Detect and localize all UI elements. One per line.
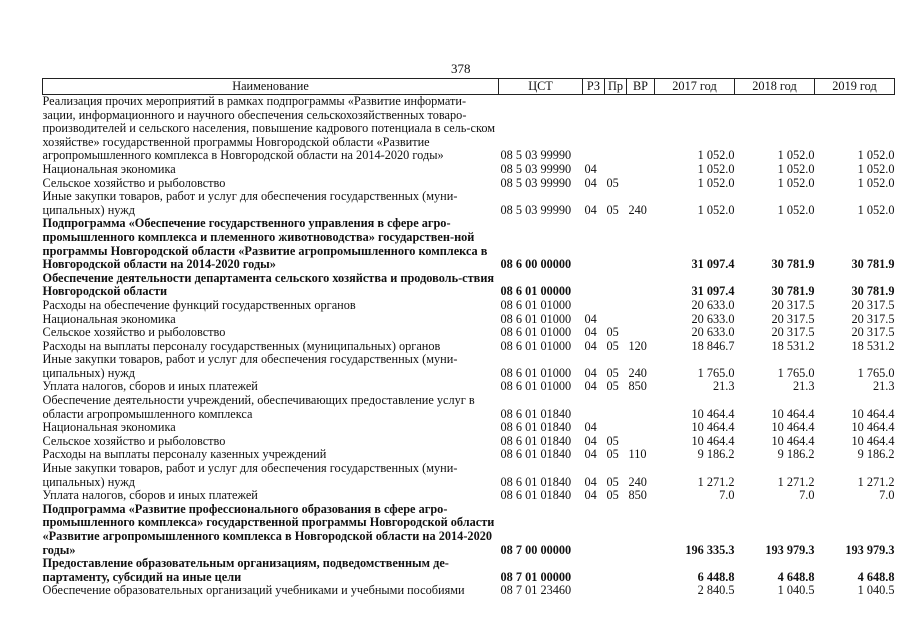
row-2017: 9 186.2	[697, 447, 735, 462]
table-row	[43, 380, 895, 394]
row-2019: 30 781.9	[851, 284, 895, 299]
row-cst: 08 6 01 01000	[500, 365, 572, 380]
row-2018: 9 186.2	[777, 447, 815, 462]
row-pr	[605, 299, 627, 313]
row-rz: 04	[584, 161, 597, 176]
header-2017: 2017 год	[655, 79, 735, 95]
row-2017: 10 464.4	[691, 420, 735, 435]
table-row	[43, 503, 895, 557]
header-rz: РЗ	[583, 79, 605, 95]
row-2019: 10 464.4	[851, 406, 895, 421]
table-row	[43, 95, 895, 163]
row-cst: 08 5 03 99990	[500, 161, 572, 176]
row-2019: 1 765.0	[857, 365, 895, 380]
row-name: Национальная экономика	[42, 161, 176, 176]
row-vr	[627, 299, 655, 313]
row-2018: 193 979.3	[765, 542, 815, 557]
row-2018: 1 765.0	[777, 365, 815, 380]
row-2018: 7.0	[799, 488, 815, 503]
row-rz: 04	[584, 338, 597, 353]
row-2018: 10 464.4	[771, 420, 815, 435]
page-number: 378	[451, 61, 471, 76]
table-row	[43, 557, 895, 584]
row-2018: 20 317.5	[771, 325, 815, 340]
row-cst: 08 6 01 00000	[500, 284, 572, 299]
row-rz: 04	[584, 488, 597, 503]
row-2017: 10 464.4	[691, 406, 735, 421]
row-2019: 20 317.5	[851, 297, 895, 312]
row-pr: 05	[606, 433, 619, 448]
row-vr	[627, 394, 655, 421]
budget-table	[42, 78, 895, 598]
table-row	[43, 435, 895, 449]
row-name: Сельское хозяйство и рыболовство	[42, 433, 226, 448]
row-vr	[627, 421, 655, 435]
row-pr: 05	[606, 447, 619, 462]
row-2017: 1 052.0	[697, 161, 735, 176]
row-vr	[627, 177, 655, 191]
row-2017: 2 840.5	[697, 583, 735, 598]
row-name: Обеспечение деятельности департамента сельского хозяйства и продоволь-ствия Новгородской области	[42, 270, 495, 299]
row-pr: 05	[606, 202, 619, 217]
header-cst: ЦСТ	[499, 79, 583, 95]
row-2018: 30 781.9	[771, 257, 815, 272]
row-2019: 9 186.2	[857, 447, 895, 462]
table-row	[43, 177, 895, 191]
row-vr	[627, 313, 655, 327]
row-2018: 1 052.0	[777, 202, 815, 217]
row-name: Национальная экономика	[42, 420, 176, 435]
row-name: Иные закупки товаров, работ и услуг для обеспечения государственных (муни-ципальных) нужд	[42, 461, 458, 489]
row-name: Уплата налогов, сборов и иных платежей	[42, 379, 258, 394]
row-pr: 05	[606, 175, 619, 190]
row-name: Обеспечение образовательных организаций учебниками и учебными пособиями	[42, 583, 465, 598]
row-2018: 10 464.4	[771, 406, 815, 421]
row-2018: 18 531.2	[771, 338, 815, 353]
row-pr	[605, 421, 627, 435]
row-rz: 04	[584, 433, 597, 448]
row-rz	[583, 394, 605, 421]
row-cst: 08 5 03 99990	[500, 148, 572, 163]
row-vr	[627, 95, 655, 163]
row-name: Подпрограмма «Развитие профессионального образования в сфере агро-промышленного комплекса» государственной программы Новгородской области «Развитие агропромышленного комплекса в Новгородской области на 2014-2020 годы»	[42, 501, 495, 557]
table-row	[43, 448, 895, 462]
row-2019: 1 052.0	[857, 202, 895, 217]
row-2018: 1 040.5	[777, 583, 815, 598]
row-2019: 30 781.9	[851, 257, 895, 272]
row-2019: 4 648.8	[857, 569, 895, 584]
row-cst: 08 6 00 00000	[500, 257, 572, 272]
row-vr	[627, 584, 655, 598]
row-2017: 1 052.0	[697, 148, 735, 163]
row-2018: 20 317.5	[771, 311, 815, 326]
row-2019: 1 052.0	[857, 148, 895, 163]
row-name: Расходы на обеспечение функций государственных органов	[42, 297, 356, 312]
row-rz: 04	[584, 474, 597, 489]
row-rz	[583, 557, 605, 584]
row-vr: 240	[628, 365, 647, 380]
table-row	[43, 421, 895, 435]
row-2018: 1 052.0	[777, 161, 815, 176]
row-pr: 05	[606, 325, 619, 340]
row-vr: 850	[628, 379, 647, 394]
table-row	[43, 163, 895, 177]
header-2018: 2018 год	[735, 79, 815, 95]
row-vr: 850	[628, 488, 647, 503]
row-2018: 4 648.8	[777, 569, 815, 584]
row-name: Подпрограмма «Обеспечение государственного управления в сфере агро-промышленного комплекса и племенного животноводства» государствен-ной программы Новгородской области «Развитие агропромышленного комплекса в Новгородской области на 2014-2020 годы»	[42, 216, 488, 272]
row-2017: 10 464.4	[691, 433, 735, 448]
table-row	[43, 394, 895, 421]
row-name: Расходы на выплаты персоналу казенных учреждений	[42, 447, 327, 462]
row-2017: 1 271.2	[697, 474, 735, 489]
row-cst: 08 6 01 01000	[500, 311, 572, 326]
row-2019: 10 464.4	[851, 420, 895, 435]
row-2017: 31 097.4	[691, 257, 735, 272]
row-pr	[605, 584, 627, 598]
row-rz: 04	[584, 175, 597, 190]
row-name: Предоставление образовательным организациям, подведомственным де-партаменту, субсидий на иные цели	[42, 556, 449, 584]
row-vr	[627, 326, 655, 340]
table-row	[43, 190, 895, 217]
table-row	[43, 462, 895, 489]
table-row	[43, 313, 895, 327]
row-pr: 05	[606, 365, 619, 380]
row-rz: 04	[584, 447, 597, 462]
row-2019: 7.0	[879, 488, 895, 503]
row-cst: 08 6 01 01840	[500, 433, 572, 448]
header-vr: ВР	[627, 79, 655, 95]
row-rz	[583, 503, 605, 557]
row-2018: 21.3	[792, 379, 815, 394]
row-pr	[605, 557, 627, 584]
row-name: Расходы на выплаты персоналу государственных (муниципальных) органов	[42, 338, 441, 353]
row-pr	[605, 313, 627, 327]
row-rz: 04	[584, 325, 597, 340]
row-rz	[583, 95, 605, 163]
row-cst: 08 6 01 01840	[500, 488, 572, 503]
row-cst: 08 6 01 01840	[500, 420, 572, 435]
row-2019: 10 464.4	[851, 433, 895, 448]
row-rz: 04	[584, 420, 597, 435]
row-2017: 20 633.0	[691, 325, 735, 340]
row-name: Национальная экономика	[42, 311, 176, 326]
row-cst: 08 7 01 00000	[500, 569, 572, 584]
row-cst: 08 7 01 23460	[500, 583, 572, 598]
row-2019: 20 317.5	[851, 325, 895, 340]
table-row	[43, 326, 895, 340]
row-vr: 120	[628, 338, 647, 353]
row-pr: 05	[606, 379, 619, 394]
row-2017: 1 052.0	[697, 175, 735, 190]
row-2019: 1 052.0	[857, 175, 895, 190]
row-cst: 08 6 01 01000	[500, 338, 572, 353]
row-2018: 1 271.2	[777, 474, 815, 489]
row-2017: 31 097.4	[691, 284, 735, 299]
row-2019: 18 531.2	[851, 338, 895, 353]
row-rz	[583, 299, 605, 313]
row-cst: 08 6 01 01000	[500, 297, 572, 312]
row-pr	[605, 217, 627, 271]
row-2017: 20 633.0	[691, 311, 735, 326]
row-2017: 18 846.7	[691, 338, 735, 353]
table-row	[43, 272, 895, 299]
row-vr: 240	[628, 202, 647, 217]
row-cst: 08 6 01 01840	[500, 406, 572, 421]
row-pr: 05	[606, 338, 619, 353]
row-2017: 21.3	[712, 379, 735, 394]
row-2019: 193 979.3	[845, 542, 895, 557]
row-name: Обеспечение деятельности учреждений, обеспечивающих предоставление услуг в области агропромышленного комплекса	[42, 393, 475, 421]
row-cst: 08 6 01 01840	[500, 474, 572, 489]
row-rz	[583, 272, 605, 299]
row-cst: 08 7 00 00000	[500, 542, 572, 557]
row-2017: 1 052.0	[697, 202, 735, 217]
row-2017: 20 633.0	[691, 297, 735, 312]
row-cst: 08 6 01 01000	[500, 325, 572, 340]
row-2019: 1 052.0	[857, 161, 895, 176]
row-cst: 08 6 01 01840	[500, 447, 572, 462]
row-pr	[605, 394, 627, 421]
row-name: Иные закупки товаров, работ и услуг для обеспечения государственных (муни-ципальных) нужд	[42, 352, 458, 380]
row-name: Уплата налогов, сборов и иных платежей	[42, 488, 258, 503]
header-2019: 2019 год	[815, 79, 895, 95]
row-rz	[583, 584, 605, 598]
row-cst: 08 5 03 99990	[500, 202, 572, 217]
row-pr: 05	[606, 488, 619, 503]
row-2019: 1 040.5	[857, 583, 895, 598]
row-2017: 6 448.8	[697, 569, 735, 584]
row-pr	[605, 163, 627, 177]
row-vr	[627, 163, 655, 177]
row-pr	[605, 95, 627, 163]
row-name: Сельское хозяйство и рыболовство	[42, 175, 226, 190]
row-pr	[605, 503, 627, 557]
row-name: Иные закупки товаров, работ и услуг для обеспечения государственных (муни-ципальных) нужд	[42, 189, 458, 217]
row-name: Реализация прочих мероприятий в рамках подпрограммы «Развитие информати-зации, информационного и научного обеспечения сельскохозяйственных товаро-производителей и сельского населения, повышение кадрового потенциала в сель-ском хозяйстве» государственной программы Новгородской области «Развитие агропромышленного комплекса в Новгородской области на 2014-2020 годы»	[42, 94, 496, 163]
row-vr	[627, 557, 655, 584]
table-body	[43, 95, 895, 598]
row-vr	[627, 272, 655, 299]
row-pr: 05	[606, 474, 619, 489]
row-vr	[627, 435, 655, 449]
table-row	[43, 299, 895, 313]
row-2017: 7.0	[719, 488, 735, 503]
row-2017: 1 765.0	[697, 365, 735, 380]
table-header-row	[43, 79, 895, 95]
row-rz	[583, 217, 605, 271]
table-row	[43, 584, 895, 598]
row-rz: 04	[584, 311, 597, 326]
row-vr	[627, 217, 655, 271]
row-vr	[627, 503, 655, 557]
row-name: Сельское хозяйство и рыболовство	[42, 325, 226, 340]
row-2018: 20 317.5	[771, 297, 815, 312]
row-rz: 04	[584, 379, 597, 394]
header-name: Наименование	[43, 79, 499, 95]
row-2019: 21.3	[872, 379, 895, 394]
row-pr	[605, 272, 627, 299]
row-vr: 110	[628, 447, 647, 462]
row-2018: 10 464.4	[771, 433, 815, 448]
row-rz: 04	[584, 365, 597, 380]
row-2019: 1 271.2	[857, 474, 895, 489]
table-row	[43, 340, 895, 354]
row-2018: 1 052.0	[777, 148, 815, 163]
row-rz: 04	[584, 202, 597, 217]
row-vr: 240	[628, 474, 647, 489]
row-2018: 1 052.0	[777, 175, 815, 190]
table-row	[43, 353, 895, 380]
row-cst: 08 5 03 99990	[500, 175, 572, 190]
row-2019: 20 317.5	[851, 311, 895, 326]
header-pr: Пр	[605, 79, 627, 95]
row-cst: 08 6 01 01000	[500, 379, 572, 394]
table-row	[43, 489, 895, 503]
row-2017: 196 335.3	[685, 542, 735, 557]
row-2018: 30 781.9	[771, 284, 815, 299]
table-row	[43, 217, 895, 271]
